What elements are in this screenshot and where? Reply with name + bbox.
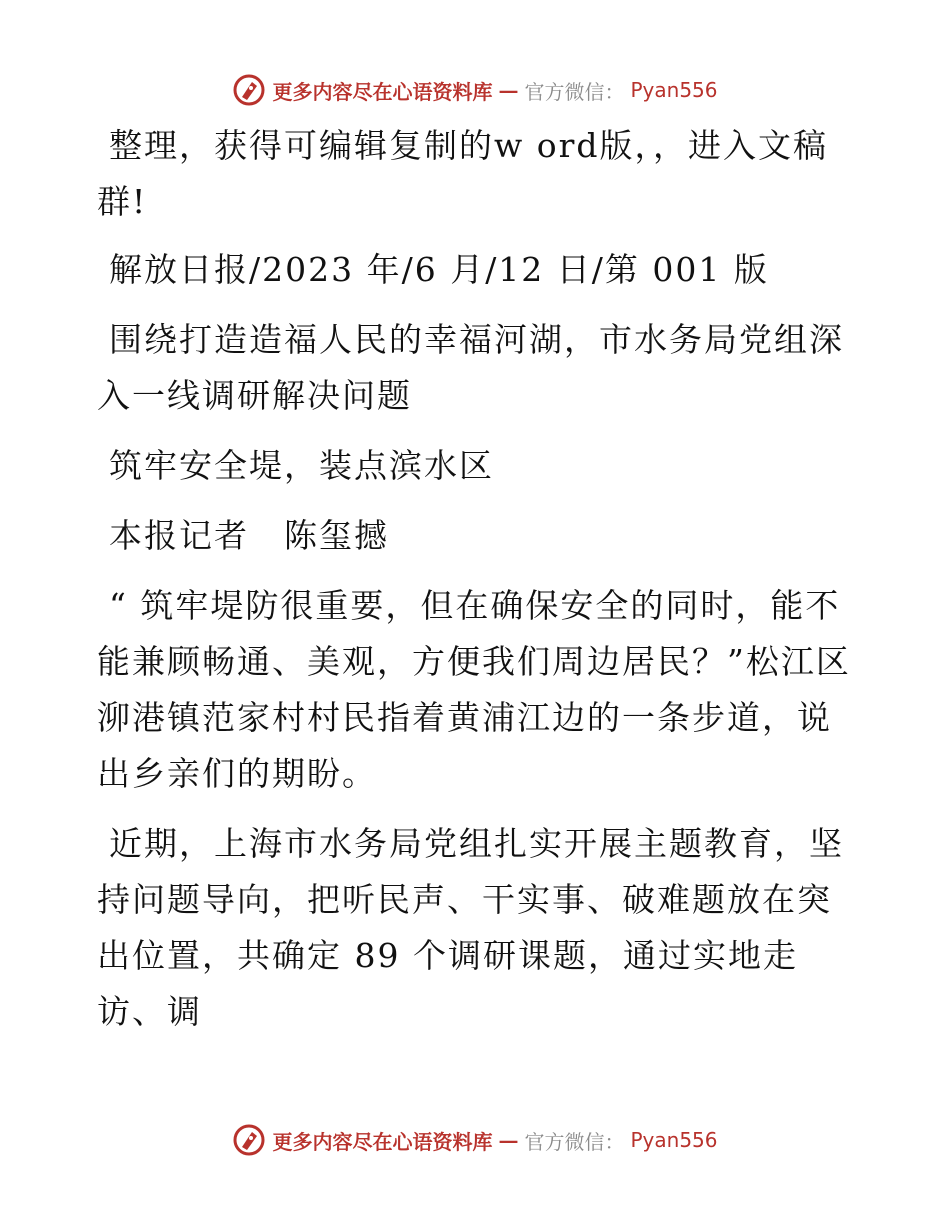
banner-separator: — (498, 1128, 519, 1152)
banner-wechat-label: 官方微信： (524, 79, 625, 104)
body-paragraph-2: 近期，上海市水务局党组扎实开展主题教育，坚持问题导向，把听民声、干实事、破难题放在突出位置，共确定 89 个调研课题，通过实地走访、调 (97, 824, 844, 1031)
intro-paragraph: 整理，获得可编辑复制的w ord版，，进入文稿群! (97, 126, 829, 221)
banner-separator: — (498, 78, 519, 102)
document-body (97, 118, 857, 1054)
banner-wechat-label: 官方微信： (524, 1129, 625, 1154)
pen-nib-logo-icon (232, 1123, 266, 1157)
subheadline: 筑牢安全堤，装点滨水区 (109, 446, 494, 485)
banner-wechat-id: Pyan556 (630, 1128, 718, 1152)
source-line: 解放日报/2023 年/6 月/12 日/第 001 版 (109, 250, 769, 289)
footer-banner (0, 1120, 950, 1160)
pen-nib-logo-icon (232, 73, 266, 107)
headline: 围绕打造造福人民的幸福河湖，市水务局党组深入一线调研解决问题 (97, 320, 844, 415)
header-banner (0, 70, 950, 110)
body-paragraph-1: “ 筑牢堤防很重要，但在确保安全的同时，能不能兼顾畅通、美观，方便我们周边居民？”松江区泖港镇范家村村民指着黄浦江边的一条步道，说出乡亲们的期盼。 (97, 586, 851, 793)
byline: 本报记者 陈玺撼 (109, 516, 389, 555)
banner-slogan: 更多内容尽在心语资料库 (272, 79, 493, 104)
banner-wechat-id: Pyan556 (630, 78, 718, 102)
banner-slogan: 更多内容尽在心语资料库 (272, 1129, 493, 1154)
